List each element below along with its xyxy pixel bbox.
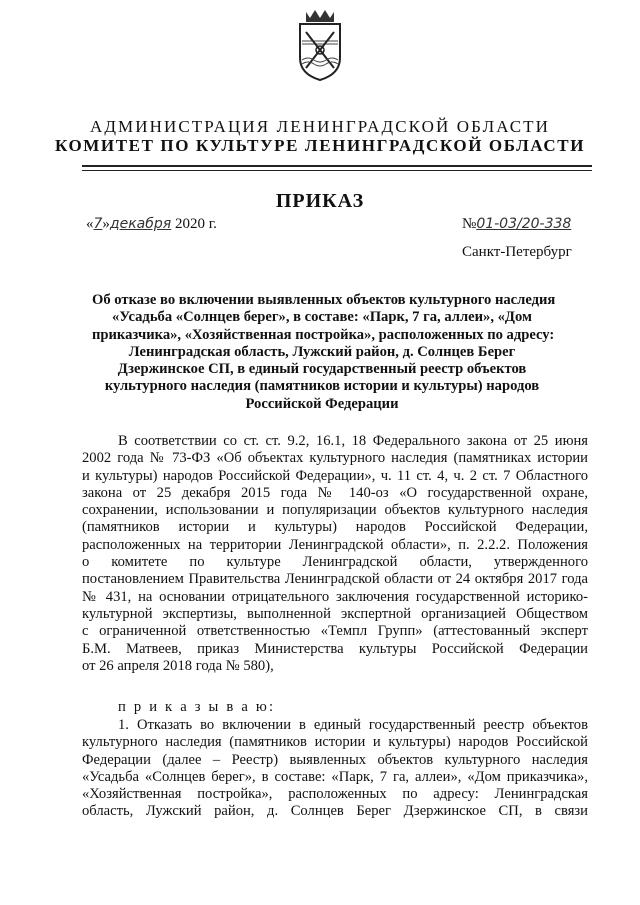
item-line: область, Лужский район, д. Солнцев Берег Дзержинское СП, в связи	[82, 803, 588, 820]
document-city: Санкт-Петербург	[462, 244, 572, 260]
body-line: и культуры) народов Российской Федерации», ч. 11 ст. 4, ч. 2 ст. 7 Областного	[82, 467, 588, 484]
body-line: № 431, на основании отрицательного заключения государственной историко-	[82, 588, 588, 605]
body-line: о комитете по культуре Ленинградской области, утвержденного	[82, 554, 588, 571]
body-line: от 26 апреля 2018 года № 580),	[82, 657, 274, 674]
body-line: Б.М. Матвеев, приказ Министерства культуры Российской Федерации	[82, 640, 588, 657]
order-subject	[92, 292, 556, 413]
date-day: 7	[93, 216, 103, 232]
date-year: 2020 г.	[174, 216, 217, 232]
date-close-quote: »	[102, 216, 110, 232]
preamble-paragraph	[82, 433, 588, 675]
date-month: декабря	[109, 216, 172, 232]
subject-line: приказчика», «Хозяйственная постройка», расположенных по адресу:	[92, 326, 555, 343]
body-line: (памятников истории и культуры) народов Российской Федерации,	[82, 519, 588, 536]
item-line: «Усадьба «Солнцев берег», в составе: «Парк, 7 га, аллеи», «Дом приказчика»,	[82, 768, 588, 785]
header-rule-thin	[82, 170, 592, 171]
item-line: культурного наследия (памятников истории и культуры) народов Российской	[82, 734, 588, 751]
body-line: сохранении, использовании и популяризации объектов культурного наследия	[82, 502, 588, 519]
body-line: постановлением Правительства Ленинградской области от 24 октября 2017 года	[82, 571, 588, 588]
item-line: Федерации (далее – Реестр) выявленных объектов культурного наследия	[82, 751, 588, 768]
body-line: закона от 25 декабря 2015 года № 140-оз «О государственной охране,	[82, 484, 588, 501]
item-line: 1. Отказать во включении в единый государственный реестр объектов	[118, 717, 588, 733]
item-line: «Хозяйственная постройка», расположенных по адресу: Ленинградская	[82, 786, 588, 803]
administration-heading: АДМИНИСТРАЦИЯ ЛЕНИНГРАДСКОЙ ОБЛАСТИ	[89, 117, 551, 136]
subject-line: Ленинградская область, Лужский район, д. Солнцев Берег	[128, 343, 516, 360]
document-title: ПРИКАЗ	[275, 190, 365, 212]
committee-heading: КОМИТЕТ ПО КУЛЬТУРЕ ЛЕНИНГРАДСКОЙ ОБЛАСТИ	[54, 136, 586, 155]
body-line: культурной экспертизы, выполненной экспертной организацией Обществом	[82, 605, 588, 622]
order-directive: п р и к а з ы в а ю:	[118, 699, 276, 715]
body-line: В соответствии со ст. ст. 9.2, 16.1, 18 Федерального закона от 25 июня	[118, 433, 588, 449]
date-open-quote: «	[86, 216, 94, 232]
subject-line: Дзержинское СП, в единый государственный реестр объектов	[117, 361, 527, 378]
document-date	[86, 216, 217, 233]
subject-line: культурного наследия (памятников истории и культуры) народов	[104, 378, 540, 395]
document-number	[462, 216, 571, 233]
number-value: 01-03/20-338	[476, 216, 572, 232]
coat-of-arms-icon	[296, 8, 344, 82]
subject-line: Российской Федерации	[245, 395, 399, 412]
subject-line: «Усадьба «Солнцев берег», в составе: «Парк, 7 га, аллеи», «Дом	[112, 309, 532, 326]
header-rule-thick	[82, 165, 592, 167]
body-line: 2002 года № 73-ФЗ «Об объектах культурного наследия (памятниках истории	[82, 450, 588, 467]
body-line: расположенных на территории Ленинградской области», п. 2.2.2. Положения	[82, 536, 588, 553]
subject-line: Об отказе во включении выявленных объектов культурного наследия	[92, 292, 556, 308]
number-prefix: №	[462, 216, 477, 232]
body-line: с ограниченной ответственностью «Темпл Групп» (аттестованный эксперт	[82, 623, 588, 640]
order-item-1	[82, 717, 588, 821]
